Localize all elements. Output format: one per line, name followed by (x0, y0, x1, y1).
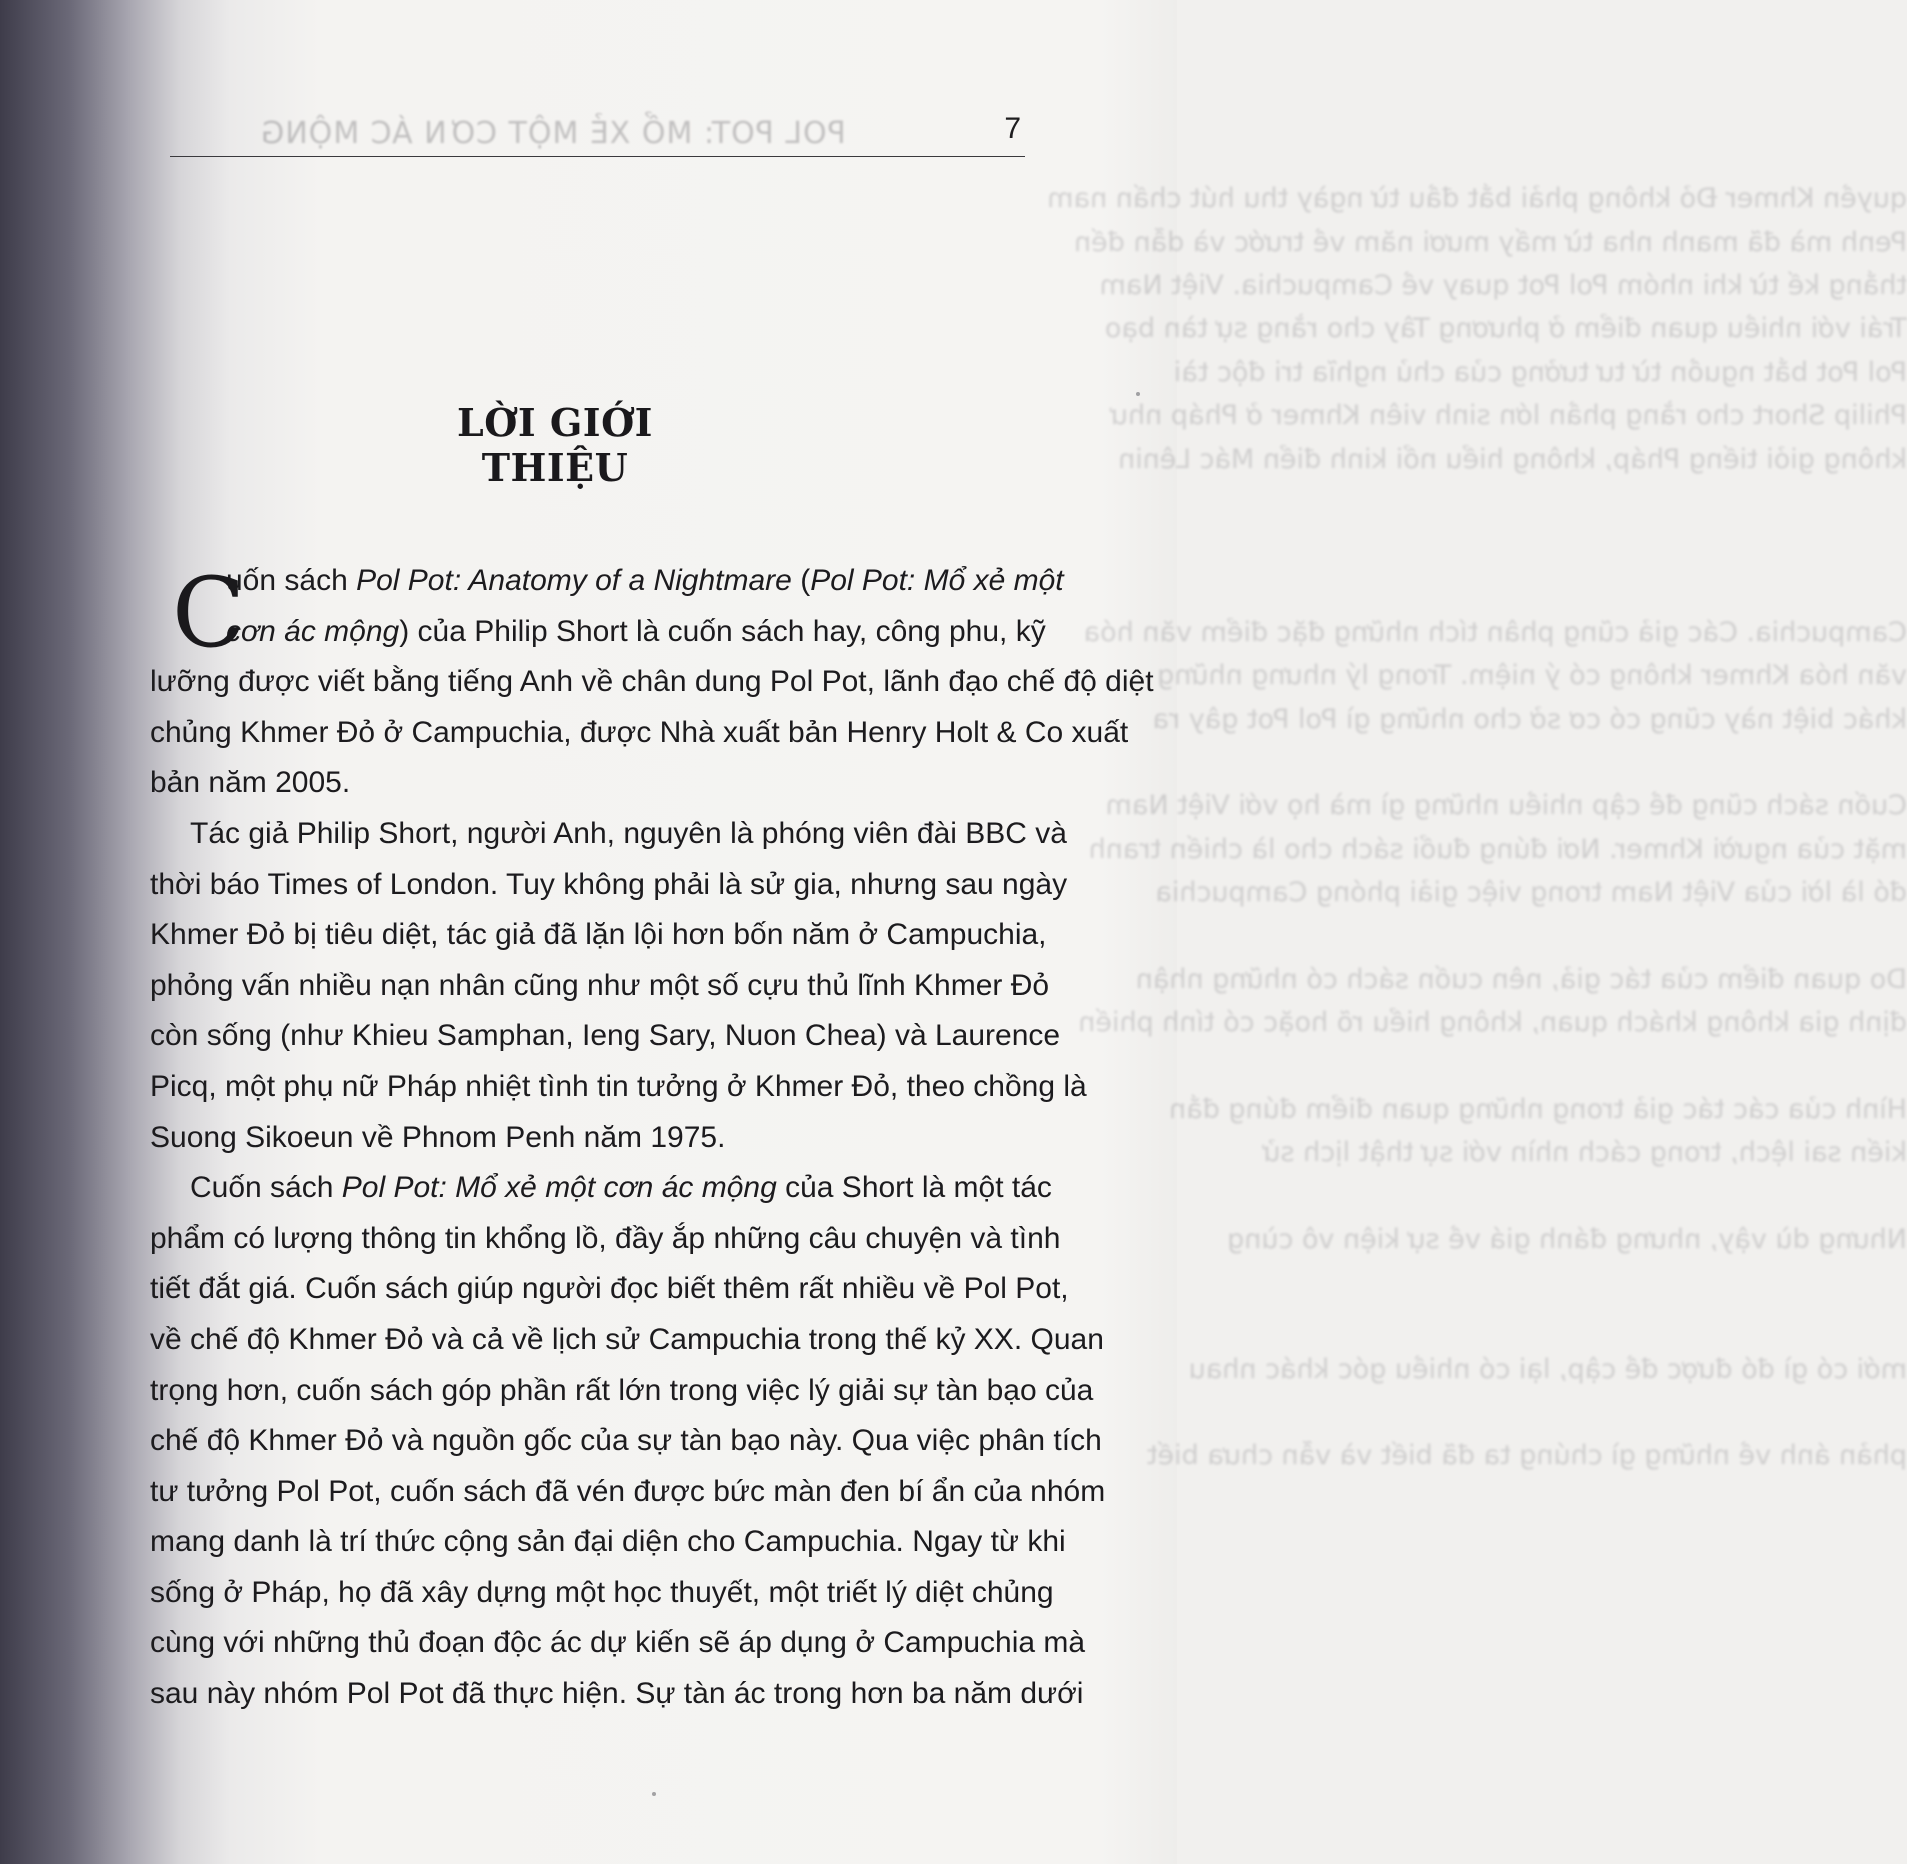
text-line: thời báo Times of London. Tuy không phải là sử gia, nhưng sau ngày (150, 867, 1068, 901)
show-through-line: đó là lời của Việt Nam trong việc giải phóng Campuchia (1155, 877, 1907, 908)
text-line: về chế độ Khmer Đỏ và cả về lịch sử Campuchia trong thế kỷ XX. Quan (150, 1322, 1104, 1356)
text-line: cùng với những thủ đoạn độc ác dự kiến sẽ áp dụng ở Campuchia mà (150, 1626, 1086, 1660)
text-line: còn sống (như Khieu Samphan, Ieng Sary, Nuon Chea) và Laurence (150, 1019, 1061, 1053)
text-line: phỏng vấn nhiều nạn nhân cũng như một số cựu thủ lĩnh Khmer Đỏ (150, 968, 1050, 1002)
show-through-line: văn hóa Khmer không có ý niệm. Trong lý nhưng những (1157, 660, 1907, 691)
show-through-line: khác biệt này cũng có cơ sở cho những gì Pol Pot gây ra (1152, 704, 1907, 735)
paragraph-3 (150, 1163, 1106, 1720)
text-line: Cuốn sách Pol Pot: Mổ xẻ một cơn ác mộng của Short là một tác (190, 1171, 1052, 1205)
show-through-line: kiến sai lệch, trong cách nhìn với sự thật lịch sử (1263, 1137, 1907, 1168)
text-line: sau này nhóm Pol Pot đã thực hiện. Sự tàn ác trong hơn ba năm dưới (150, 1677, 1084, 1711)
show-through-line: Campuchia. Các giả cũng phân tích những đặc điểm văn hóa (1083, 617, 1907, 648)
show-through-line: mới có gì đó được đề cập, lại có nhiều góc khác nhau (1188, 1354, 1907, 1385)
text-line: chế độ Khmer Đỏ và nguồn gốc của sự tàn bạo này. Qua việc phân tích (150, 1424, 1102, 1458)
text-line: uốn sách Pol Pot: Anatomy of a Nightmare (Pol Pot: Mổ xẻ một (226, 564, 1064, 597)
text-line: Tác giả Philip Short, người Anh, nguyên là phóng viên đài BBC và (190, 816, 1067, 850)
text-line: tư tưởng Pol Pot, cuốn sách đã vén được bức màn đen bí ẩn của nhóm (150, 1474, 1106, 1508)
show-through-line: Cuốn sách cũng đề cập nhiều những gì mà họ với Việt Nam (1105, 790, 1907, 821)
show-through-line: định gia không khách quan, không hiểu rõ hoặc có tính phiến (1078, 1007, 1907, 1038)
paragraph-2 (150, 809, 1087, 1163)
show-through-line: Penh mà đã manh nha từ mấy mươi năm về trước và dẫn đến (1074, 227, 1907, 258)
dust-speck (652, 1792, 656, 1796)
show-through-line: quyền Khmer Đỏ không phải bắt đầu từ ngày thu hút chấn nam (1047, 183, 1907, 214)
text-line: bản năm 2005. (150, 766, 351, 800)
text-line: Suong Sikoeun về Phnom Penh năm 1975. (150, 1120, 726, 1154)
body-text (150, 556, 1154, 1720)
drop-cap: C (172, 557, 246, 669)
text-line: phẩm có lượng thông tin khổng lồ, đầy ắp những câu chuyện và tình (150, 1221, 1061, 1255)
page-number: 7 (1004, 112, 1021, 145)
text-line: chủng Khmer Đỏ ở Campuchia, được Nhà xuất bản Henry Holt & Co xuất (150, 715, 1129, 749)
text-line: trọng hơn, cuốn sách góp phần rất lớn trong việc lý giải sự tàn bạo của (150, 1373, 1094, 1407)
show-through-line: Philip Short cho rằng phần lớn sinh viên Khmer ở Pháp như (1110, 400, 1907, 431)
show-through-line: thắng kế từ khi nhóm Pol Pot quay về Campuchia. Việt Nam (1099, 270, 1907, 301)
show-through-line: phản ánh về những gì chúng ta đã biết và vẫn chưa biết (1146, 1440, 1907, 1471)
chapter-title: LỜI GIỚI THIỆU (457, 400, 653, 490)
text-line: Khmer Đỏ bị tiêu diệt, tác giả đã lặn lội hơn bốn năm ở Campuchia, (150, 918, 1047, 952)
show-through-line: Nhưng dù vậy, nhưng đánh giá về sự kiện vô cùng (1227, 1224, 1907, 1255)
text-line: lưỡng được viết bằng tiếng Anh về chân dung Pol Pot, lãnh đạo chế độ diệt (150, 665, 1154, 699)
paragraph-1 (150, 556, 1154, 809)
dust-speck (1136, 392, 1140, 396)
show-through-line: Trái với nhiều quan điểm ở phương Tây cho rằng sự tàn bạo (1104, 313, 1907, 344)
running-header (170, 112, 1025, 157)
show-through-line: Do quan điểm của tác giả, nên cuốn sách có những nhận (1135, 964, 1907, 995)
text-line: Picq, một phụ nữ Pháp nhiệt tình tin tưởng ở Khmer Đỏ, theo chồng là (150, 1069, 1087, 1103)
running-title-mirrored: POL POT: MỔ XẺ MỘT CƠN ÁC MỘNG (260, 116, 846, 151)
text-line: cơn ác mộng) của Philip Short là cuốn sách hay, công phu, kỹ (226, 614, 1046, 648)
show-through-line: Pol Pot bắt nguồn từ tư tưởng của chủ nghĩa tri độc tài (1173, 357, 1907, 388)
text-line: sống ở Pháp, họ đã xây dựng một học thuyết, một triết lý diệt chủng (150, 1575, 1054, 1609)
text-line: tiết đắt giá. Cuốn sách giúp người đọc biết thêm rất nhiều về Pol Pot, (150, 1272, 1069, 1306)
show-through-line: không giỏi tiếng Pháp, không hiểu nổi kinh điển Mác Lênin (1118, 444, 1907, 475)
show-through-line: Hình của các tác giả trong những quan điểm đúng đắn (1169, 1094, 1907, 1125)
text-line: mang danh là trí thức cộng sản đại diện cho Campuchia. Ngay từ khi (150, 1525, 1066, 1559)
show-through-line: mặt của người Khmer. Nơi đúng đuổi sách cho là chiến tranh (1088, 834, 1907, 865)
